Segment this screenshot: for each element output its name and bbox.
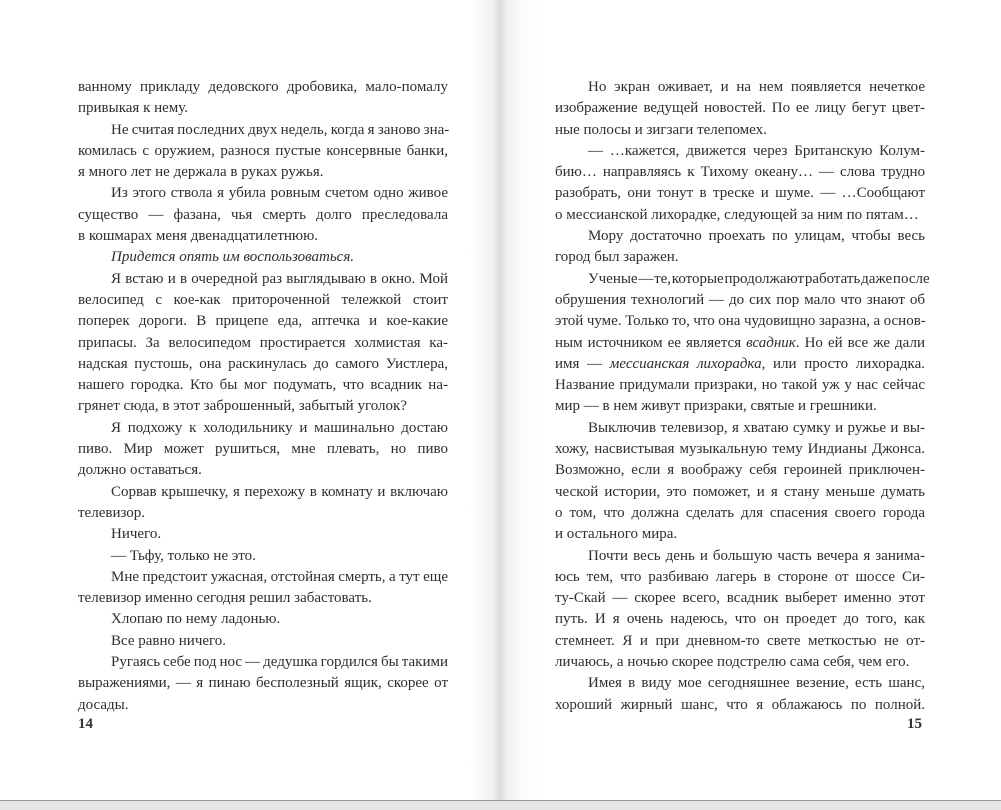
text-line: Я встаю и в очередной раз выглядываю в окно. Мой <box>111 270 448 287</box>
text-line: путь. И я очень надеюсь, что он проедет до того, как <box>555 611 925 628</box>
text-line: Название придумали призраки, но такой уж у нас сейчас <box>555 377 925 394</box>
text-line: личаюсь, а ночью скорее подстрелю сама себя, чем его. <box>555 654 910 671</box>
text-line <box>555 333 925 354</box>
text-line: — Тьфу, только не это. <box>111 547 256 564</box>
italic-text: Придется опять им воспользоваться. <box>111 249 355 266</box>
text-line: Ученые — те, которые продолжают работать даже после <box>588 270 930 287</box>
text-line: Ругаясь себе под нос — дедушка гордился бы такими <box>111 654 448 671</box>
text-line: ту-Скай — скорее всего, всадник выберет именно этот <box>555 590 925 607</box>
text-segment: ным источником ее является <box>555 334 747 351</box>
text-line: разобрать, они тонут в треске и шуме. — …Сообщают <box>555 185 925 202</box>
text-line: Почти весь день и большую часть вечера я занима- <box>588 547 925 564</box>
page-number: 14 <box>78 716 93 732</box>
text-segment: , или просто лихорадка. <box>761 355 926 372</box>
text-line: Я подхожу к холодильнику и машинально достаю <box>111 419 448 436</box>
text-line: бию… направляясь к Тихому океану… — слова трудно <box>555 164 925 181</box>
page-number: 15 <box>907 716 922 732</box>
text-line: и остального мира. <box>555 526 678 543</box>
text-line: в кошмарах меня двенадцатилетнюю. <box>78 228 319 245</box>
text-line: выражениями, — я пинаю бесполезный ящик, скорее от <box>78 675 448 692</box>
text-line: Сорвав крышечку, я перехожу в комнату и включаю <box>111 483 448 500</box>
text-line: обрушения технологий — до сих пор мало что знают об <box>555 291 925 308</box>
text-line: существо — фазана, чья смерть долго преследовала <box>78 206 448 223</box>
text-line: о том, что должна сделать для спасения своего города <box>555 504 925 521</box>
text-line: велосипед с кое-как притороченной тележкой стоит <box>78 291 448 308</box>
text-line: о мессианской лихорадке, следующей за ним по пятам… <box>555 206 919 223</box>
text-line: поперек дороги. В прицепе еда, аптечка и кое-какие <box>78 313 448 330</box>
text-line: Из этого ствола я убила ровным счетом одно живое <box>111 185 448 202</box>
text-line: хороший жирный шанс, что я облажаюсь по полной. <box>555 696 925 713</box>
italic-text: мессианская лихорадка <box>609 355 762 372</box>
left-page <box>0 0 500 800</box>
text-line: Мору достаточно проехать по улицам, чтобы весь <box>588 228 925 245</box>
text-line: пиво. Мир может рушиться, мне плевать, но пиво <box>78 441 448 458</box>
text-line: привыкая к нему. <box>78 100 189 117</box>
text-line: ческой истории, это поможет, и я стану меньше думать <box>555 483 925 500</box>
text-line: надская пустошь, она раскинулась до самого Уистлера, <box>78 355 448 372</box>
text-line: Выключив телевизор, я хватаю сумку и ружье и вы- <box>588 419 925 436</box>
text-line: город был заражен. <box>555 249 679 266</box>
text-line: Не считая последних двух недель, когда я заново зна- <box>111 121 450 138</box>
text-line: мир — в нем живут призраки, святые и грешники. <box>555 398 877 415</box>
page-text <box>78 77 448 716</box>
text-line: должно оставаться. <box>78 462 202 479</box>
text-line: Ничего. <box>111 526 162 543</box>
right-page <box>500 0 1001 800</box>
text-line: ванному прикладу дедовского дробовика, мало-помалу <box>78 79 448 95</box>
text-line <box>78 247 448 268</box>
text-line: — …кажется, движется через Британскую Колум- <box>588 142 925 159</box>
text-line: изображение ведущей новостей. По ее лицу бегут цвет- <box>555 100 925 117</box>
text-line: Мне предстоит ужасная, отстойная смерть, а тут еще <box>111 568 448 585</box>
text-line: Имея в виду мое сегодняшнее везение, есть шанс, <box>588 675 925 692</box>
text-line: стемнеет. Я и при дневном-то свете меткостью не от- <box>555 632 925 649</box>
text-segment: имя — <box>555 355 610 372</box>
text-line: Возможно, если я воображу себя героиней приключен- <box>555 462 925 479</box>
text-line: комилась с оружием, разнося пустые консервные банки, <box>78 142 448 159</box>
text-line: я много лет не держала в руках ружья. <box>78 164 324 181</box>
page-text <box>555 77 930 716</box>
text-line: припасы. За велосипедом простирается холмистая ка- <box>78 334 448 351</box>
text-line: грянет сюда, в этот заброшенный, забытый уголок? <box>78 398 407 415</box>
text-line: нашего городка. Кто бы мог подумать, что всадник на- <box>78 377 448 394</box>
text-line: ные полосы и зигзаги телепомех. <box>555 121 767 138</box>
text-line: Все равно ничего. <box>111 632 227 649</box>
italic-text: всадник <box>746 334 796 351</box>
text-line <box>555 354 925 375</box>
text-line: хожу, насвистывая музыкальную тему Индианы Джонса. <box>555 441 925 458</box>
text-line: Но экран оживает, и на нем появляется нечеткое <box>588 79 925 95</box>
text-line: досады. <box>78 696 129 713</box>
text-line: Хлопаю по нему ладонью. <box>111 611 281 628</box>
text-line: телевизор именно сегодня решил забастовать. <box>78 590 372 607</box>
text-segment: . Но ей все же дали <box>795 334 925 351</box>
text-line: этой чуме. Только то, что она чудовищно заразна, а основ- <box>555 313 926 330</box>
text-line: юсь тем, что разбиваю лагерь в стороне от шоссе Си- <box>555 568 925 585</box>
text-line: телевизор. <box>78 504 146 521</box>
